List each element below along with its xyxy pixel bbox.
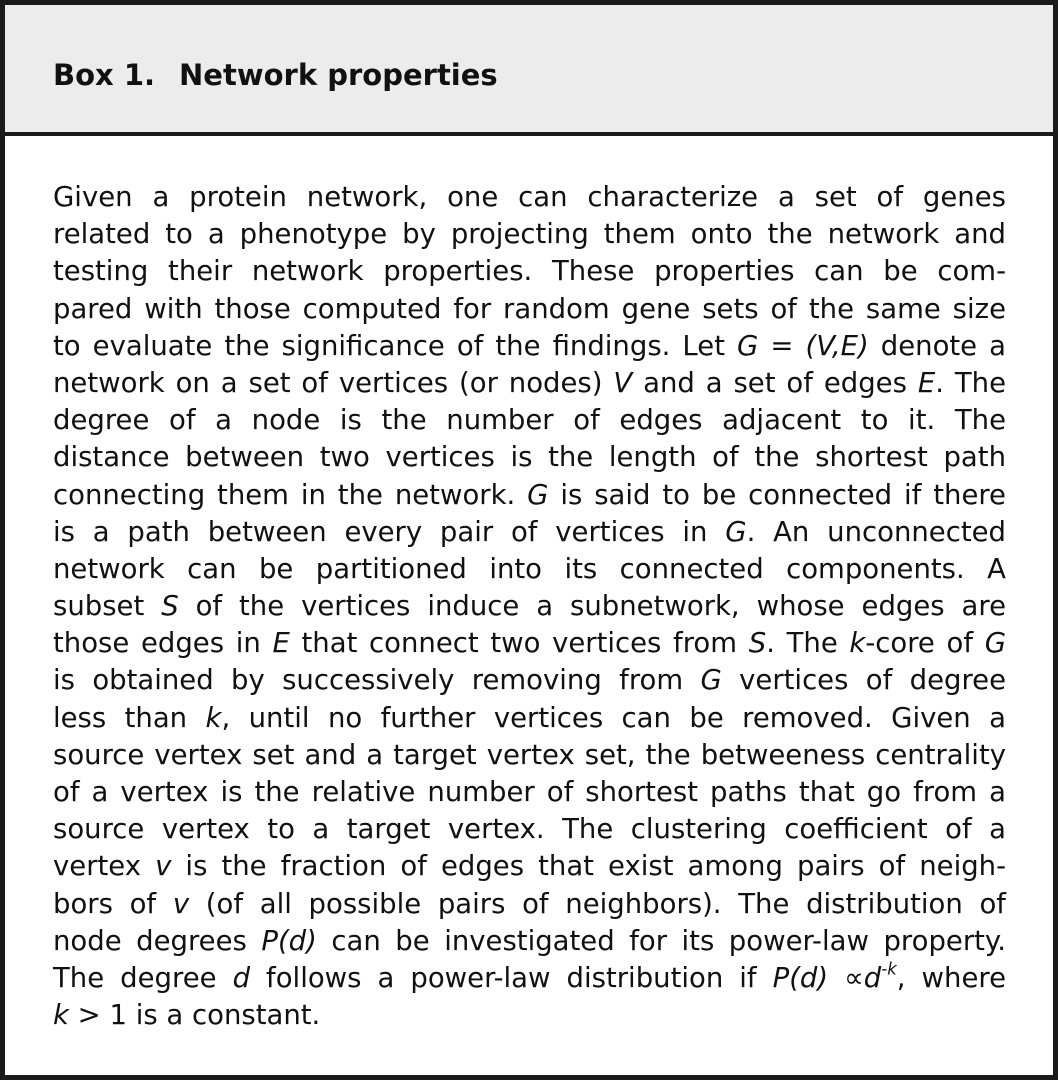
body-line: bors of v (of all possible pairs of neighbors). The distribution of — [53, 887, 1006, 920]
body-line: is a path between every pair of vertices in G. An unconnected — [53, 515, 1006, 548]
body-line: k > 1 is a constant. — [53, 999, 321, 1032]
math-variable: E — [917, 366, 936, 399]
body-line: distance between two vertices is the length of the shortest path — [53, 441, 1006, 474]
body-line: connecting them in the network. G is said to be connected if there — [53, 478, 1006, 511]
body-line: related to a phenotype by projecting them onto the network and — [53, 218, 1006, 251]
box-body-paragraph — [53, 179, 1006, 1034]
math-variable: G — [984, 627, 1007, 660]
math-variable: d — [863, 961, 882, 994]
box-header — [5, 5, 1053, 136]
math-variable: k — [53, 999, 69, 1032]
math-variable: E — [272, 627, 290, 660]
body-line: Given a protein network, one can characterize a set of genes — [53, 181, 1006, 213]
body-line: network on a set of vertices (or nodes) V and a set of edges E. The — [53, 366, 1006, 399]
body-line: network can be partitioned into its connected components. A — [53, 552, 1006, 585]
body-line: subset S of the vertices induce a subnetwork, whose edges are — [53, 590, 1007, 623]
math-variable: k — [849, 627, 866, 660]
body-line: source vertex to a target vertex. The clustering coefficient of a — [53, 813, 1006, 846]
math-exponent: -k — [881, 959, 897, 979]
math-variable: S — [161, 590, 179, 623]
math-variable: P(d) — [261, 924, 317, 957]
math-variable: (V,E) — [805, 329, 869, 362]
proportional-to-symbol: ∝ — [828, 961, 864, 994]
box-title-text: Network properties — [179, 58, 498, 92]
math-variable: v — [172, 887, 190, 920]
box-label: Box 1. — [53, 58, 156, 92]
body-line: testing their network properties. These properties can be com- — [53, 255, 1006, 288]
body-line: to evaluate the significance of the findings. Let G = (V,E) denote a — [53, 329, 1006, 362]
math-variable: G — [527, 478, 549, 511]
math-variable: S — [748, 627, 767, 660]
math-variable: d — [232, 961, 251, 994]
body-line: those edges in E that connect two vertices from S. The k-core of G — [53, 627, 1007, 660]
math-variable: G — [700, 664, 722, 697]
math-variable: V — [613, 366, 633, 399]
math-variable: k — [205, 701, 222, 734]
box-title — [53, 57, 498, 93]
body-line: less than k, until no further vertices can be removed. Given a — [53, 701, 1006, 734]
body-line: is obtained by successively removing from G vertices of degree — [53, 664, 1006, 697]
body-line: of a vertex is the relative number of shortest paths that go from a — [53, 776, 1006, 808]
math-variable: G — [737, 329, 759, 362]
body-line: degree of a node is the number of edges adjacent to it. The — [53, 404, 1006, 437]
math-variable: G — [725, 515, 747, 548]
math-variable: P(d) — [772, 961, 829, 994]
body-line: source vertex set and a target vertex set, the betweeness centrality — [53, 738, 1006, 771]
math-variable: v — [155, 850, 172, 883]
body-line: node degrees P(d) can be investigated for its power-law property. — [53, 924, 1007, 957]
body-line: vertex v is the fraction of edges that exist among pairs of neigh- — [53, 850, 1007, 883]
body-line: The degree d follows a power-law distribution if $P(d) \propto d^{-k}$, where — [53, 959, 1007, 994]
body-line: pared with those computed for random gene sets of the same size — [53, 292, 1006, 325]
